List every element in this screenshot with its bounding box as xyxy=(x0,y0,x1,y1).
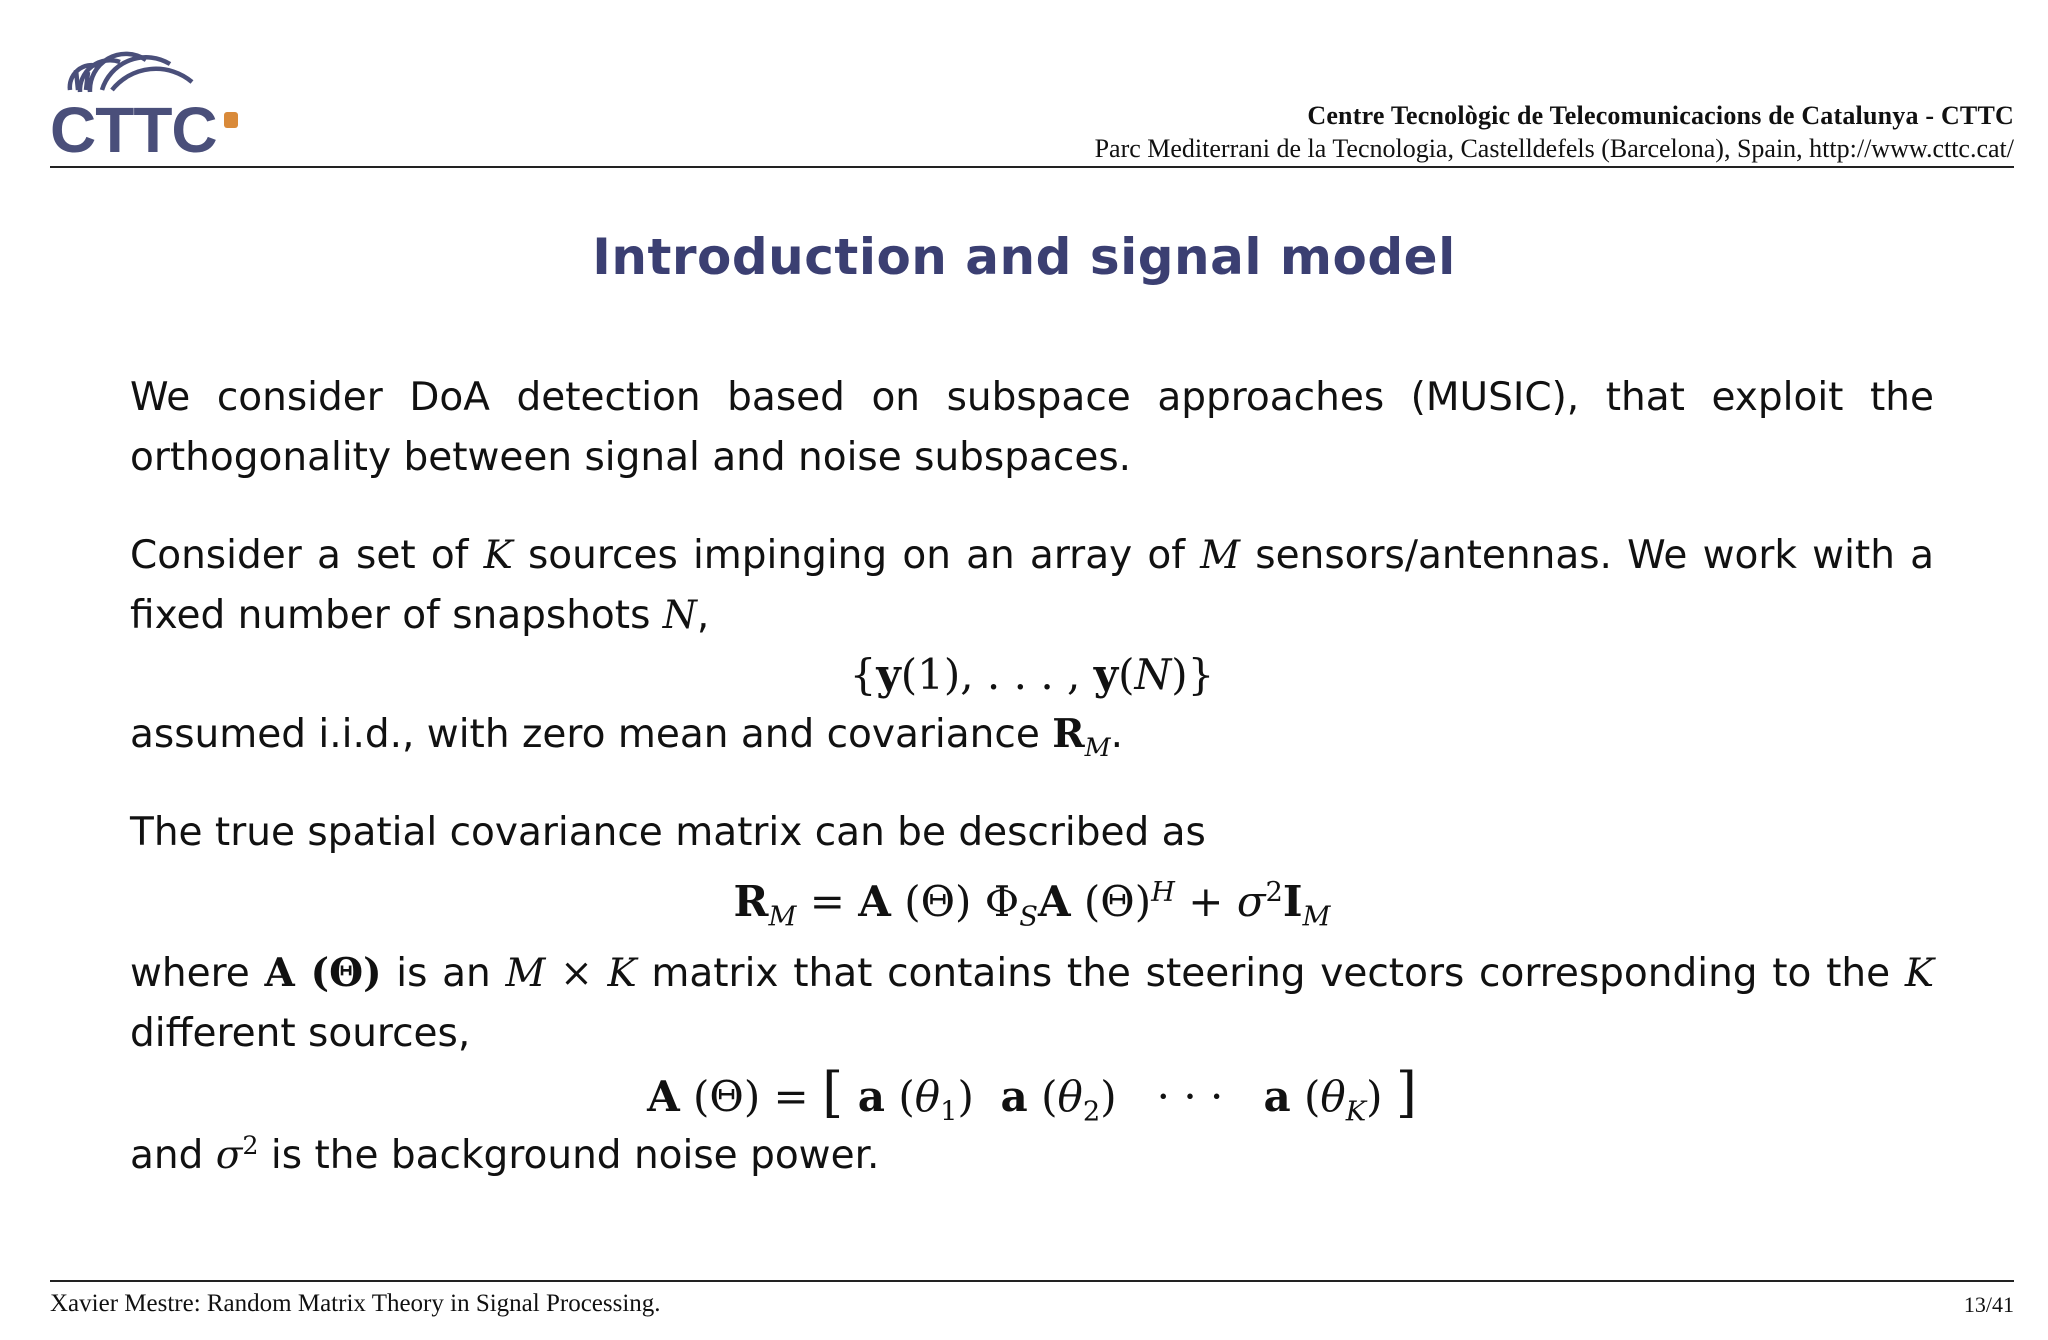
symbol-MxK: M × K xyxy=(505,951,637,996)
header-address: Parc Mediterrani de la Tecnologia, Castelldefels (Barcelona), Spain, http://www.cttc.cat/ xyxy=(1094,134,2014,163)
footer-author-title: Xavier Mestre: Random Matrix Theory in Signal Processing. xyxy=(50,1290,661,1317)
footer-page-number: 13/41 xyxy=(1963,1292,2014,1317)
symbol-M: M xyxy=(1200,533,1241,578)
symbol-K: K xyxy=(483,533,513,578)
logo-wordmark: CTTC xyxy=(50,94,217,162)
symbol-sigma: σ xyxy=(215,1133,243,1178)
symbol-N: N xyxy=(662,593,697,638)
symbol-R: R xyxy=(1052,711,1085,757)
paragraph-covariance: The true spatial covariance matrix can be described as xyxy=(130,810,1206,855)
footer-rule xyxy=(50,1280,2014,1282)
equation-snapshots: {y(1), . . . , y(N)} xyxy=(849,650,1215,699)
paragraph-steering: where A (Θ) is an M × K matrix that contains the steering vectors corresponding to the K different sources, xyxy=(130,950,1934,1056)
equation-covariance: $R_M = A$ (Θ) $\Phi_SA$ $(\Theta)^H + \sigma^2I_M$ xyxy=(733,877,1331,933)
paragraph-sources: Consider a set of K sources impinging on an array of M sensors/antennas. We work with a fixed number of snapshots N, xyxy=(130,533,1935,638)
paragraph-noise: and $\sigma^2$ is the background noise power. xyxy=(130,1130,880,1178)
paragraph-iid: assumed i.i.d., with zero mean and covariance $R_M$. xyxy=(130,711,1123,762)
header-organization: Centre Tecnològic de Telecomunicacions de Catalunya - CTTC xyxy=(1307,101,2014,130)
header-rule xyxy=(50,166,2014,168)
logo-accent xyxy=(224,112,238,128)
header-info xyxy=(1095,100,2014,166)
logo-arcs xyxy=(70,54,192,92)
symbol-A-theta: A (Θ) xyxy=(264,950,382,996)
slide-title: Introduction and signal model xyxy=(592,228,1456,286)
symbol-K-2: K xyxy=(1904,951,1934,996)
paragraph-intro: We consider DoA detection based on subspace approaches (MUSIC), that exploit the orthogonality between signal and noise subspaces. xyxy=(130,375,1934,480)
equation-steering: A (Θ) = [ a $(\theta_1)$ a $(\theta_2)$ · · · a $(\theta_K)$ ] xyxy=(647,1061,1417,1128)
slide-content xyxy=(130,368,1934,1186)
cttc-logo xyxy=(50,30,250,162)
